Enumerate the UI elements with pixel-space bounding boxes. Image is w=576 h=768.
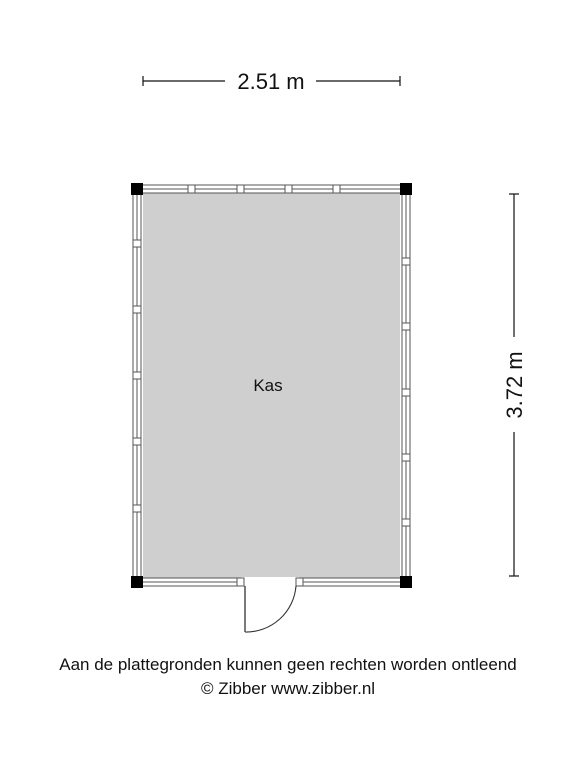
width-dimension [143, 69, 400, 94]
mullion [237, 185, 244, 193]
corner-post [400, 576, 412, 588]
mullion [285, 185, 292, 193]
mullion [133, 306, 141, 313]
mullion [402, 454, 410, 461]
door-jamb-left [237, 578, 244, 586]
corner-post [131, 183, 143, 195]
door [237, 577, 303, 632]
width-dimension-label: 2.51 m [237, 69, 305, 94]
door-jamb-right [296, 578, 303, 586]
height-dimension-label: 3.72 m [502, 351, 527, 419]
room-label-kas: Kas [253, 376, 283, 395]
corner-post [131, 576, 143, 588]
door-opening [241, 577, 299, 587]
mullion [133, 505, 141, 512]
mullion [188, 185, 195, 193]
mullion [402, 389, 410, 396]
height-dimension [502, 194, 527, 576]
mullion [402, 258, 410, 265]
mullion [133, 240, 141, 247]
mullion [402, 519, 410, 526]
mullion [402, 323, 410, 330]
door-swing-arc [245, 586, 296, 632]
mullion [133, 372, 141, 379]
disclaimer-text: Aan de plattegronden kunnen geen rechten worden ontleend [59, 655, 517, 674]
mullion [133, 438, 141, 445]
credit-text: © Zibber www.zibber.nl [200, 679, 376, 698]
mullion [333, 185, 340, 193]
corner-post [400, 183, 412, 195]
